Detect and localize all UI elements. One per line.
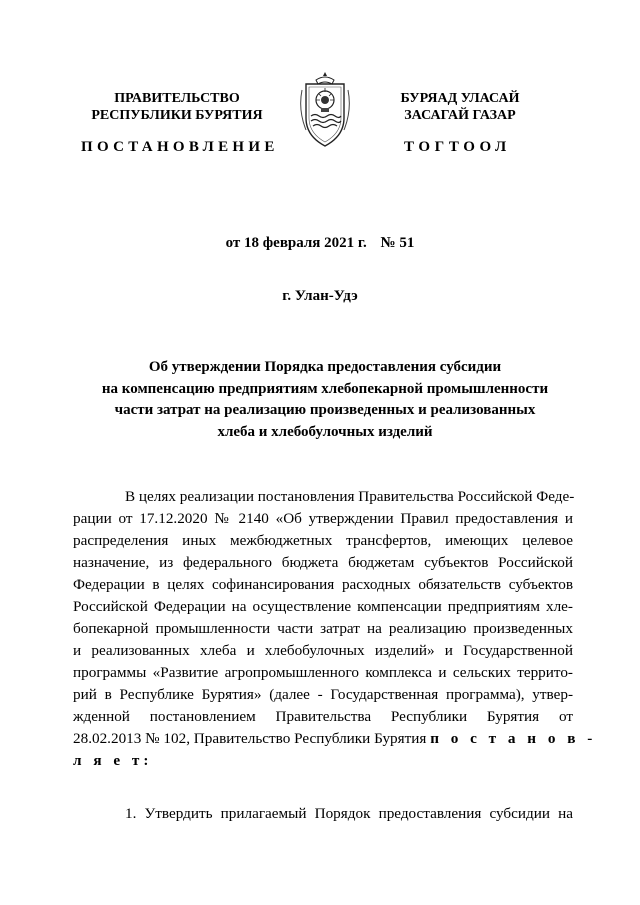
body-line: рации от 17.12.2020 № 2140 «Об утверждении Правил предоставления и bbox=[73, 510, 573, 527]
title-line: хлеба и хлебобулочных изделий bbox=[217, 423, 433, 440]
body-line: жденной постановлением Правительства Республики Бурятия от bbox=[73, 708, 573, 725]
document-date: от 18 февраля 2021 г. bbox=[225, 235, 367, 251]
header-left-block bbox=[82, 90, 272, 124]
header-left-line-1: ПРАВИТЕЛЬСТВО bbox=[114, 91, 240, 106]
doc-type-russian: ПОСТАНОВЛЕНИЕ bbox=[81, 139, 279, 155]
body-line: бопекарной промышленности части затрат на реализацию произведенных bbox=[73, 620, 573, 637]
decree-word-part-1: п о с т а н о в - bbox=[430, 730, 597, 747]
decree-word-part-2: л я е т: bbox=[73, 752, 153, 769]
body-line bbox=[73, 728, 597, 750]
header-right-line-1: БУРЯАД УЛАСАЙ bbox=[400, 91, 520, 106]
header-right-block bbox=[365, 90, 555, 124]
clause-1 bbox=[73, 803, 573, 825]
document-number: № 51 bbox=[380, 235, 415, 251]
body-line: и реализованных хлеба и хлебобулочных изделий» и Государственной bbox=[73, 642, 573, 659]
document-city: г. Улан-Удэ bbox=[282, 288, 358, 304]
header-left-line-2: РЕСПУБЛИКИ БУРЯТИЯ bbox=[91, 108, 263, 123]
doc-type-buryat: ТОГТООЛ bbox=[404, 139, 511, 155]
title-line: части затрат на реализацию произведенных и реализованных bbox=[114, 402, 536, 418]
title-line: Об утверждении Порядка предоставления субсидии bbox=[148, 359, 502, 375]
body-line-text: 28.02.2013 № 102, Правительство Республики Бурятия bbox=[73, 730, 427, 747]
title-line: на компенсацию предприятиям хлебопекарной промышленности bbox=[101, 380, 549, 397]
body-line bbox=[73, 750, 573, 772]
republic-coat-of-arms-icon bbox=[294, 70, 356, 150]
body-line: В целях реализации постановления Правительства Российской Феде- bbox=[125, 488, 575, 505]
header-right-line-2: ЗАСАГАЙ ГАЗАР bbox=[404, 108, 516, 123]
body-line: распределения иных межбюджетных трансфертов, имеющих целевое bbox=[73, 532, 573, 549]
body-line: Российской Федерации на осуществление компенсации предприятиям хле- bbox=[73, 598, 573, 615]
document-title bbox=[80, 357, 570, 443]
body-line: программы «Развитие агропромышленного комплекса и сельских террито- bbox=[73, 664, 573, 681]
date-number-line bbox=[0, 235, 640, 252]
body-line: назначение, из федерального бюджета бюджетам субъектов Российской bbox=[73, 554, 573, 571]
body-line: Федерации в целях софинансирования расходных обязательств субъектов bbox=[73, 576, 573, 593]
clause-1-line: 1. Утвердить прилагаемый Порядок предоставления субсидии на bbox=[125, 805, 573, 822]
preamble-paragraph bbox=[73, 486, 597, 772]
body-line: рий в Республике Бурятия» (далее - Государственная программа), утвер- bbox=[73, 686, 573, 703]
